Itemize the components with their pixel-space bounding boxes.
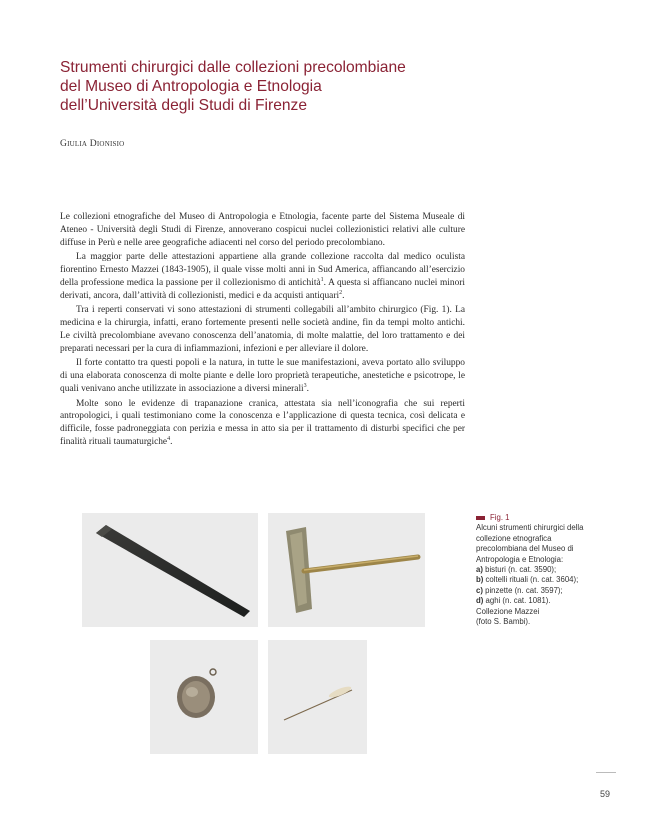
title-line-3: dell’Università degli Studi di Firenze [60, 97, 308, 114]
title-line-1: Strumenti chirurgici dalle collezioni precolombiane [60, 59, 406, 76]
paragraph-tail: . [342, 290, 345, 301]
article-title [60, 58, 480, 115]
page-number: 59 [600, 789, 611, 799]
caption-item-text: coltelli rituali (n. cat. 3604); [483, 575, 579, 585]
caption-item [476, 586, 591, 596]
author-name: Giulia Dionisio [60, 138, 125, 149]
footnote-ref-4[interactable]: 4 [167, 435, 171, 442]
paragraph-4 [60, 357, 465, 395]
caption-item-letter: b) [476, 575, 484, 585]
paragraph-5 [60, 398, 465, 449]
ritual-knife-illustration [268, 513, 425, 627]
paragraph-text-cont: . A questa si affiancano nuclei minori derivati, ancora, dall’attività di collezionisti, medici e da acquisti antiquari [60, 277, 465, 301]
caption-item [476, 596, 591, 606]
paragraph-3 [60, 304, 465, 355]
caption-item [476, 565, 591, 575]
figure-label-text: Fig. 1 [490, 513, 510, 522]
caption-item-text: aghi (n. cat. 1081). [483, 596, 551, 606]
photo-ritual-knife [268, 513, 425, 627]
article-body [60, 211, 465, 451]
caption-intro: Alcuni strumenti chirurgici della collezione etnografica precolombiana del Museo di Antropologia e Etnologia: [476, 523, 584, 564]
caption-item [476, 575, 591, 585]
photo-needles [268, 640, 367, 754]
tweezers-illustration [150, 640, 258, 754]
caption-item-letter: c) [476, 585, 483, 595]
figure-caption [476, 513, 591, 627]
photo-tweezers [150, 640, 258, 754]
paragraph-tail: . [170, 436, 173, 447]
footer-rule [596, 772, 616, 773]
paragraph-text: Molte sono le evidenze di trapanazione cranica, attestata sia nell’iconografia che sui reperti antropologici, i quali testimoniano come la conoscenza e l’applicazione di questa tecnica, così delicata e difficile, fosse padroneggiata con perizia e messa in atto sia per il trattamento di disturbi specifici che per finalità rituali taumaturgiche [60, 398, 465, 447]
paragraph-tail: . [306, 383, 309, 394]
figure-marker [476, 516, 485, 520]
caption-item-text: pinzette (n. cat. 3597); [482, 585, 563, 595]
caption-credit: (foto S. Bambi). [476, 617, 531, 627]
paragraph-1 [60, 211, 465, 249]
footnote-ref-1[interactable]: 1 [320, 276, 324, 283]
paragraph-text: Le collezioni etnografiche del Museo di Antropologia e Etnologia, facente parte del Sistema Museale di Ateneo - Università degli Studi di Firenze, annoverano cospicui nuclei collezionistici relativi alle culture diffuse in Perù e nelle aree geografiche adiacenti nel corso del periodo precolombiano. [60, 212, 465, 248]
title-line-2: del Museo di Antropologia e Etnologia [60, 78, 322, 95]
footnote-ref-2[interactable]: 2 [339, 289, 343, 296]
needles-illustration [268, 640, 367, 754]
scalpel-illustration [82, 513, 258, 627]
figure-label [476, 513, 591, 523]
caption-collection: Collezione Mazzei [476, 606, 540, 616]
footnote-ref-3[interactable]: 3 [303, 382, 307, 389]
paragraph-text: La maggior parte delle attestazioni appartiene alla grande collezione raccolta dal medico oculista fiorentino Ernesto Mazzei (1843-1905), il quale visse molti anni in Sud America, affiancando all’esercizio della professione medica la passione per il collezionismo di antichità [60, 252, 465, 288]
caption-item-letter: d) [476, 596, 484, 606]
photo-scalpel [82, 513, 258, 627]
paragraph-text: Tra i reperti conservati vi sono attestazioni di strumenti collegabili all’ambito chirurgico (Fig. 1). La medicina e la chirurgia, infatti, erano fortemente presenti nelle società andine, fin da tempi molto antichi. Le civiltà precolombiane avevano conoscenza dell’anatomia, di molte malattie, del loro trattamento e dei preparati necessari per la cura di infiammazioni, infezioni e per alleviare il dolore. [60, 305, 465, 354]
paragraph-text: Il forte contatto tra questi popoli e la natura, in tutte le sue manifestazioni, aveva portato allo sviluppo di una elaborata conoscenza di molte piante e delle loro proprietà terapeutiche, anestetiche e psicotrope, le quali venivano anche utilizzate in associazione a diversi minerali [60, 358, 465, 394]
caption-item-text: bisturi (n. cat. 3590); [482, 565, 557, 575]
caption-item-letter: a) [476, 565, 483, 575]
paragraph-2 [60, 251, 465, 302]
